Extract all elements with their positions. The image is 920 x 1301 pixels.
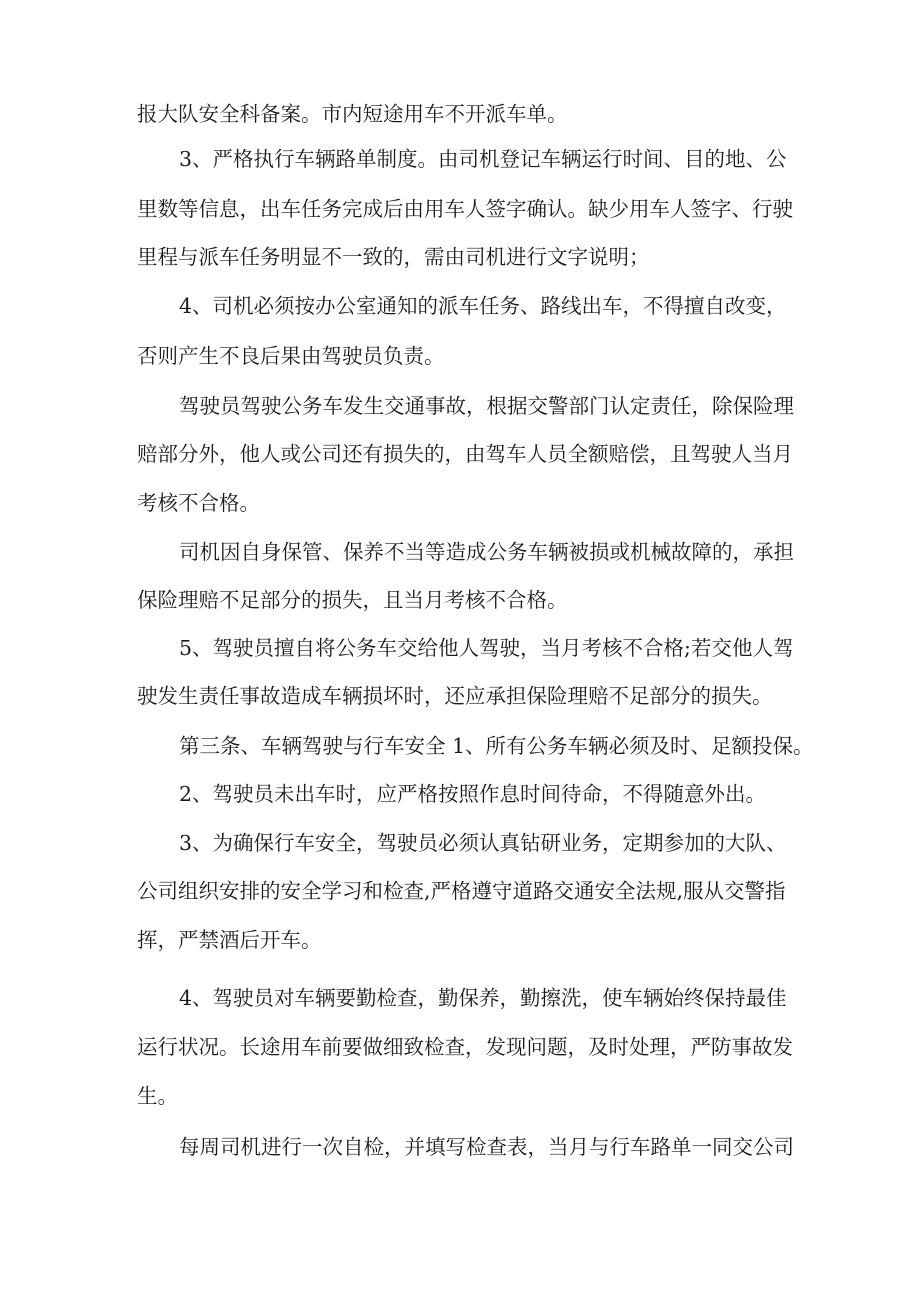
text-line: 第三条、车辆驾驶与行车安全 1、所有公务车辆必须及时、足额投保。 bbox=[179, 734, 814, 758]
text-line: 里程与派车任务明显不一致的，需由司机进行文字说明； bbox=[137, 245, 650, 269]
text-line: 生。 bbox=[137, 1084, 178, 1108]
text-line: 5、驾驶员擅自将公务车交给他人驾驶，当月考核不合格;若交他人驾 bbox=[179, 636, 794, 660]
text-line: 挥，严禁酒后开车。 bbox=[137, 928, 322, 952]
text-line: 赔部分外，他人或公司还有损失的，由驾车人员全额赔偿，且驾驶人当月 bbox=[137, 442, 793, 466]
text-line: 驾驶员驾驶公务车发生交通事故，根据交警部门认定责任，除保险理 bbox=[179, 394, 794, 418]
text-line: 司机因自身保管、保养不当等造成公务车辆被损或机械故障的，承担 bbox=[179, 540, 794, 564]
text-line: 驶发生责任事故造成车辆损坏时，还应承担保险理赔不足部分的损失。 bbox=[137, 684, 773, 708]
text-line: 保险理赔不足部分的损失，且当月考核不合格。 bbox=[137, 588, 568, 612]
text-line: 每周司机进行一次自检，并填写检查表，当月与行车路单一同交公司 bbox=[179, 1135, 794, 1159]
text-line: 公司组织安排的安全学习和检查,严格遵守道路交通安全法规,服从交警指 bbox=[137, 879, 786, 903]
text-line: 3、严格执行车辆路单制度。由司机登记车辆运行时间、目的地、公 bbox=[179, 147, 787, 171]
text-line: 里数等信息，出车任务完成后由用车人签字确认。缺少用车人签字、行驶 bbox=[137, 197, 793, 221]
text-line: 考核不合格。 bbox=[137, 491, 260, 515]
text-line: 运行状况。长途用车前要做细致检查，发现问题，及时处理，严防事故发 bbox=[137, 1035, 793, 1059]
text-line: 3、为确保行车安全，驾驶员必须认真钻研业务，定期参加的大队、 bbox=[179, 831, 787, 855]
text-line: 2、驾驶员未出车时，应严格按照作息时间待命，不得随意外出。 bbox=[179, 782, 767, 806]
text-line: 4、驾驶员对车辆要勤检查，勤保养，勤擦洗，使车辆始终保持最佳 bbox=[179, 986, 787, 1010]
text-line: 否则产生不良后果由驾驶员负责。 bbox=[137, 344, 445, 368]
text-line: 4、司机必须按办公室通知的派车任务、路线出车，不得擅自改变， bbox=[179, 294, 787, 318]
text-line: 报大队安全科备案。市内短途用车不开派车单。 bbox=[137, 102, 568, 126]
